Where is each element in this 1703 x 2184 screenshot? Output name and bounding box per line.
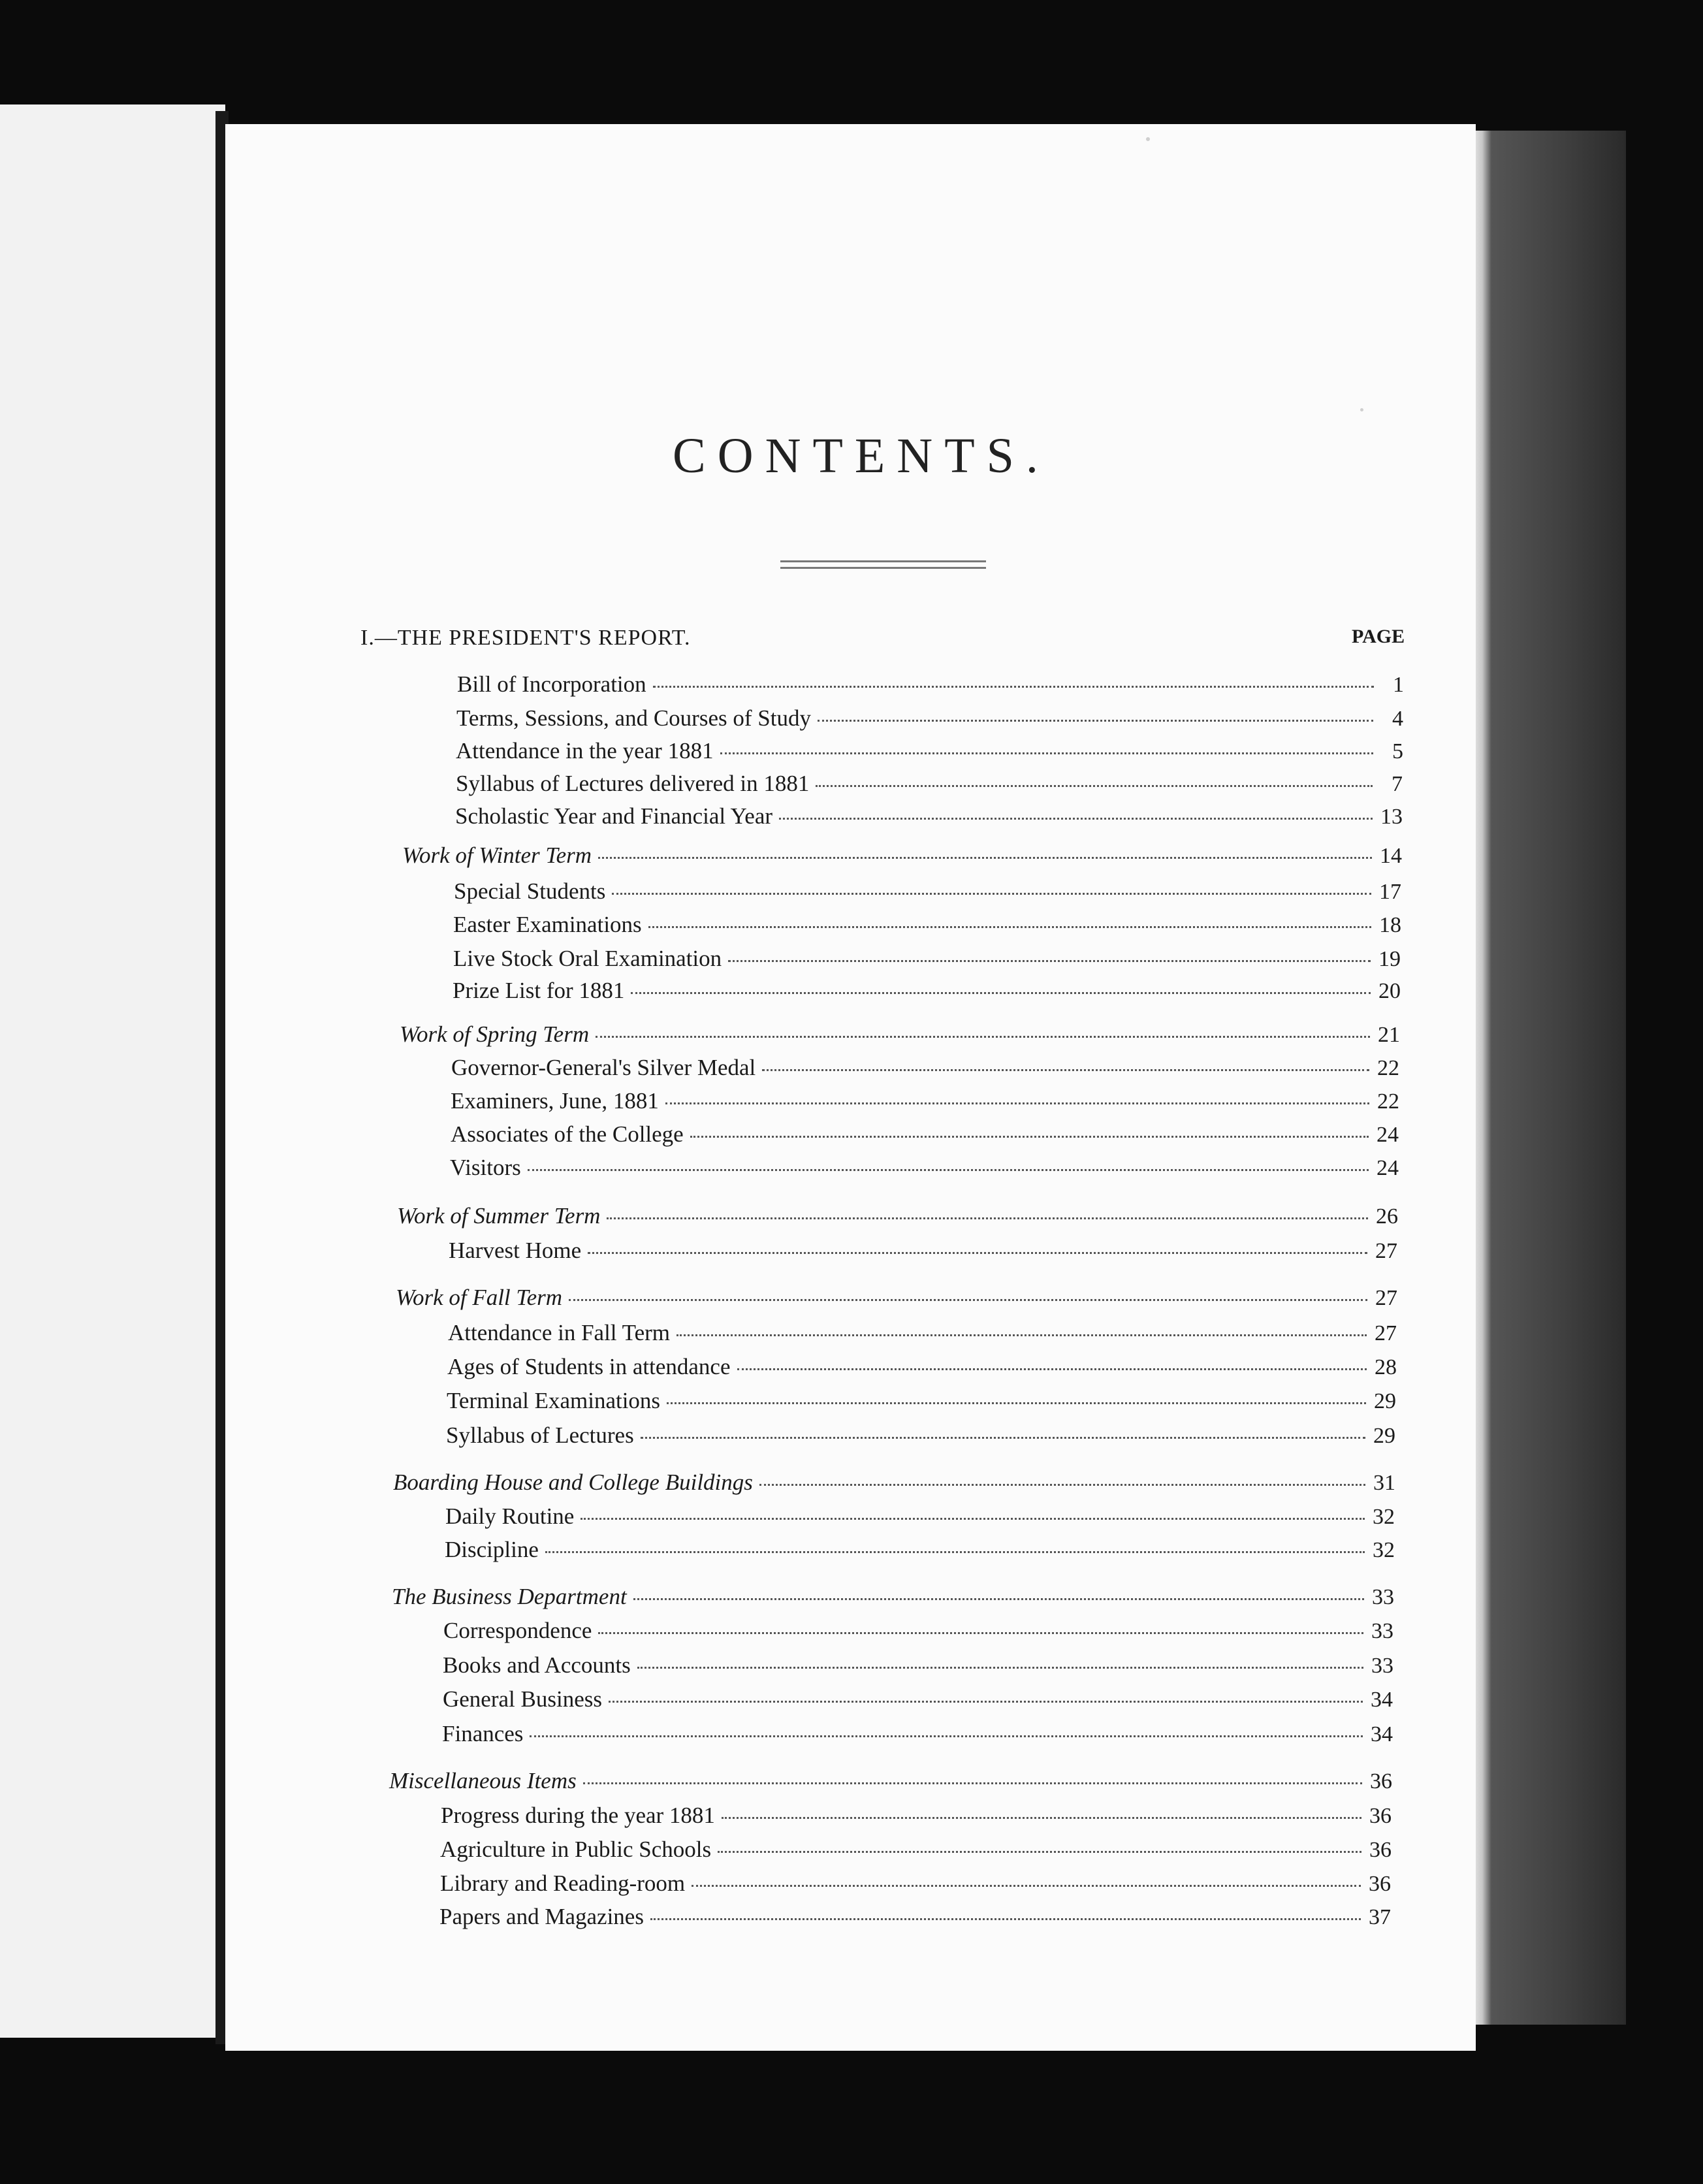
toc-entry-label: Attendance in Fall Term <box>448 1320 671 1345</box>
toc-entry-row <box>454 878 1401 905</box>
toc-entry-row <box>446 1422 1395 1449</box>
toc-entry-label: Syllabus of Lectures <box>446 1422 634 1448</box>
toc-entry-label: Work of Spring Term <box>400 1021 590 1047</box>
toc-page-number: 13 <box>1380 805 1403 829</box>
toc-page-number: 37 <box>1369 1905 1391 1929</box>
toc-page-number: 36 <box>1369 1804 1392 1828</box>
leader-dots <box>676 1334 1367 1336</box>
toc-page-number: 19 <box>1378 947 1401 971</box>
toc-entry-row <box>451 1088 1399 1114</box>
toc-entry-label: Daily Routine <box>445 1503 575 1529</box>
leader-dots <box>581 1518 1365 1520</box>
toc-entry-row <box>456 771 1403 797</box>
leader-dots <box>596 1036 1370 1038</box>
toc-page-number: 22 <box>1377 1056 1399 1080</box>
toc-subheading-row <box>392 1584 1394 1610</box>
toc-entry-label: Miscellaneous Items <box>389 1768 577 1793</box>
toc-entry-label: Agriculture in Public Schools <box>440 1837 712 1862</box>
toc-entry-row <box>456 705 1403 731</box>
leader-dots <box>818 720 1373 722</box>
toc-entry-row <box>441 1803 1392 1829</box>
toc-page-number: 1 <box>1393 673 1404 697</box>
leader-dots <box>607 1217 1368 1219</box>
toc-entry-row <box>440 1871 1391 1897</box>
toc-page-number: 34 <box>1371 1722 1393 1746</box>
leader-dots <box>718 1851 1361 1853</box>
toc-entry-label: Visitors <box>450 1155 521 1180</box>
toc-subheading-row <box>400 1021 1400 1048</box>
toc-entry-row <box>443 1686 1393 1712</box>
leader-dots <box>722 1817 1361 1819</box>
leader-dots <box>650 1918 1361 1920</box>
leader-dots <box>762 1069 1369 1071</box>
toc-entry-row <box>447 1354 1397 1380</box>
leader-dots <box>720 752 1373 754</box>
toc-entry-row <box>451 1055 1399 1081</box>
leader-dots <box>690 1136 1369 1138</box>
toc-entry-row <box>447 1388 1396 1414</box>
toc-page-number: 33 <box>1372 1585 1394 1609</box>
leader-dots <box>631 992 1371 994</box>
toc-entry-row <box>450 1155 1399 1181</box>
page-column-label: PAGE <box>1352 626 1405 647</box>
toc-page-number: 32 <box>1373 1538 1395 1562</box>
toc-entry-label: Work of Winter Term <box>402 843 592 868</box>
toc-page-number: 33 <box>1371 1619 1393 1643</box>
leader-dots <box>528 1169 1369 1171</box>
toc-entry-label: Boarding House and College Buildings <box>393 1469 753 1495</box>
leader-dots <box>545 1551 1365 1553</box>
toc-subheading-row <box>393 1469 1395 1496</box>
toc-subheading-row <box>396 1285 1397 1311</box>
leader-dots <box>583 1782 1362 1784</box>
leader-dots <box>612 893 1371 895</box>
leader-dots <box>530 1735 1363 1737</box>
toc-entry-row <box>457 671 1404 698</box>
right-page <box>225 124 1476 2051</box>
toc-entry-label: Scholastic Year and Financial Year <box>455 803 773 829</box>
toc-entry-label: Special Students <box>454 878 606 904</box>
toc-entry-row <box>449 1238 1397 1264</box>
toc-entry-row <box>439 1904 1391 1930</box>
toc-subheading-row <box>389 1768 1392 1794</box>
toc-entry-label: Work of Fall Term <box>396 1285 563 1310</box>
paper-speck <box>1360 408 1363 411</box>
toc-entry-label: Books and Accounts <box>443 1652 631 1678</box>
toc-page-number: 31 <box>1373 1471 1395 1495</box>
section-heading: I.—THE PRESIDENT'S REPORT. <box>360 626 691 650</box>
page-title: CONTENTS. <box>673 428 1050 483</box>
leader-dots <box>641 1437 1365 1439</box>
toc-page-number: 36 <box>1369 1838 1392 1862</box>
toc-page-number: 27 <box>1375 1239 1397 1263</box>
toc-entry-row <box>445 1537 1395 1563</box>
toc-subheading-row <box>402 843 1402 869</box>
toc-entry-row <box>443 1618 1393 1644</box>
toc-page-number: 24 <box>1377 1156 1399 1180</box>
toc-page-number: 34 <box>1371 1688 1393 1712</box>
toc-page-number: 22 <box>1377 1089 1399 1114</box>
toc-page-number: 4 <box>1392 707 1403 731</box>
toc-entry-row <box>453 978 1401 1004</box>
toc-entry-label: Library and Reading-room <box>440 1871 686 1896</box>
toc-entry-label: Progress during the year 1881 <box>441 1803 715 1828</box>
leader-dots <box>598 857 1372 859</box>
toc-entry-label: Terms, Sessions, and Courses of Study <box>456 705 811 731</box>
leader-dots <box>667 1402 1366 1404</box>
toc-page-number: 26 <box>1376 1204 1398 1228</box>
toc-entry-label: Governor-General's Silver Medal <box>451 1055 756 1080</box>
toc-page-number: 36 <box>1369 1872 1391 1896</box>
toc-entry-label: Prize List for 1881 <box>453 978 625 1003</box>
toc-entry-row <box>451 1121 1399 1148</box>
leader-dots <box>728 960 1371 962</box>
leader-dots <box>633 1598 1364 1600</box>
toc-page-number: 27 <box>1375 1321 1397 1345</box>
toc-entry-row <box>442 1721 1393 1747</box>
toc-entry-label: Correspondence <box>443 1618 592 1643</box>
leader-dots <box>779 818 1373 820</box>
toc-page-number: 18 <box>1379 913 1401 937</box>
toc-page-number: 27 <box>1375 1286 1397 1310</box>
toc-entry-row <box>455 803 1403 829</box>
toc-page-number: 7 <box>1392 772 1403 796</box>
toc-entry-label: Harvest Home <box>449 1238 582 1263</box>
toc-entry-label: General Business <box>443 1686 602 1712</box>
toc-page-number: 5 <box>1392 739 1403 763</box>
toc-entry-row <box>456 738 1403 764</box>
toc-subheading-row <box>397 1203 1398 1229</box>
toc-entry-row <box>453 946 1401 972</box>
leader-dots <box>588 1252 1367 1254</box>
leader-dots <box>653 686 1374 688</box>
toc-page-number: 29 <box>1373 1424 1395 1448</box>
toc-entry-label: Attendance in the year 1881 <box>456 738 714 763</box>
leader-dots <box>692 1885 1361 1887</box>
toc-entry-row <box>448 1320 1397 1346</box>
toc-page-number: 21 <box>1378 1023 1400 1047</box>
leader-dots <box>816 785 1373 787</box>
leader-dots <box>598 1632 1363 1634</box>
title-rule-bottom <box>780 567 986 569</box>
toc-entry-label: Work of Summer Term <box>397 1203 601 1228</box>
leader-dots <box>648 926 1371 928</box>
page-edges <box>1476 131 1626 2025</box>
toc-page-number: 29 <box>1374 1389 1396 1413</box>
toc-entry-label: Easter Examinations <box>453 912 642 937</box>
toc-entry-label: Discipline <box>445 1537 539 1562</box>
toc-page-number: 28 <box>1375 1355 1397 1379</box>
toc-page-number: 14 <box>1380 844 1402 868</box>
toc-entry-label: Bill of Incorporation <box>457 671 646 697</box>
toc-page-number: 20 <box>1378 979 1401 1003</box>
toc-entry-label: Live Stock Oral Examination <box>453 946 722 971</box>
toc-page-number: 36 <box>1370 1769 1392 1793</box>
leader-dots <box>609 1701 1363 1703</box>
leader-dots <box>759 1484 1365 1486</box>
toc-entry-label: Syllabus of Lectures delivered in 1881 <box>456 771 810 796</box>
toc-entry-row <box>445 1503 1395 1530</box>
toc-entry-label: Examiners, June, 1881 <box>451 1088 659 1114</box>
toc-entry-label: The Business Department <box>392 1584 627 1609</box>
toc-entry-row <box>440 1837 1392 1863</box>
left-page <box>0 104 225 2038</box>
leader-dots <box>569 1299 1367 1301</box>
toc-page-number: 24 <box>1377 1123 1399 1147</box>
title-rule-top <box>780 560 986 562</box>
toc-entry-label: Associates of the College <box>451 1121 684 1147</box>
toc-page-number: 17 <box>1379 880 1401 904</box>
leader-dots <box>665 1102 1369 1104</box>
toc-entry-row <box>443 1652 1393 1678</box>
leader-dots <box>637 1667 1363 1669</box>
leader-dots <box>737 1368 1367 1370</box>
toc-entry-row <box>453 912 1401 938</box>
paper-speck <box>1146 137 1150 141</box>
toc-entry-label: Finances <box>442 1721 524 1746</box>
toc-entry-label: Terminal Examinations <box>447 1388 661 1413</box>
toc-page-number: 32 <box>1373 1505 1395 1529</box>
toc-entry-label: Ages of Students in attendance <box>447 1354 731 1379</box>
toc-entry-label: Papers and Magazines <box>439 1904 644 1929</box>
toc-page-number: 33 <box>1371 1654 1393 1678</box>
